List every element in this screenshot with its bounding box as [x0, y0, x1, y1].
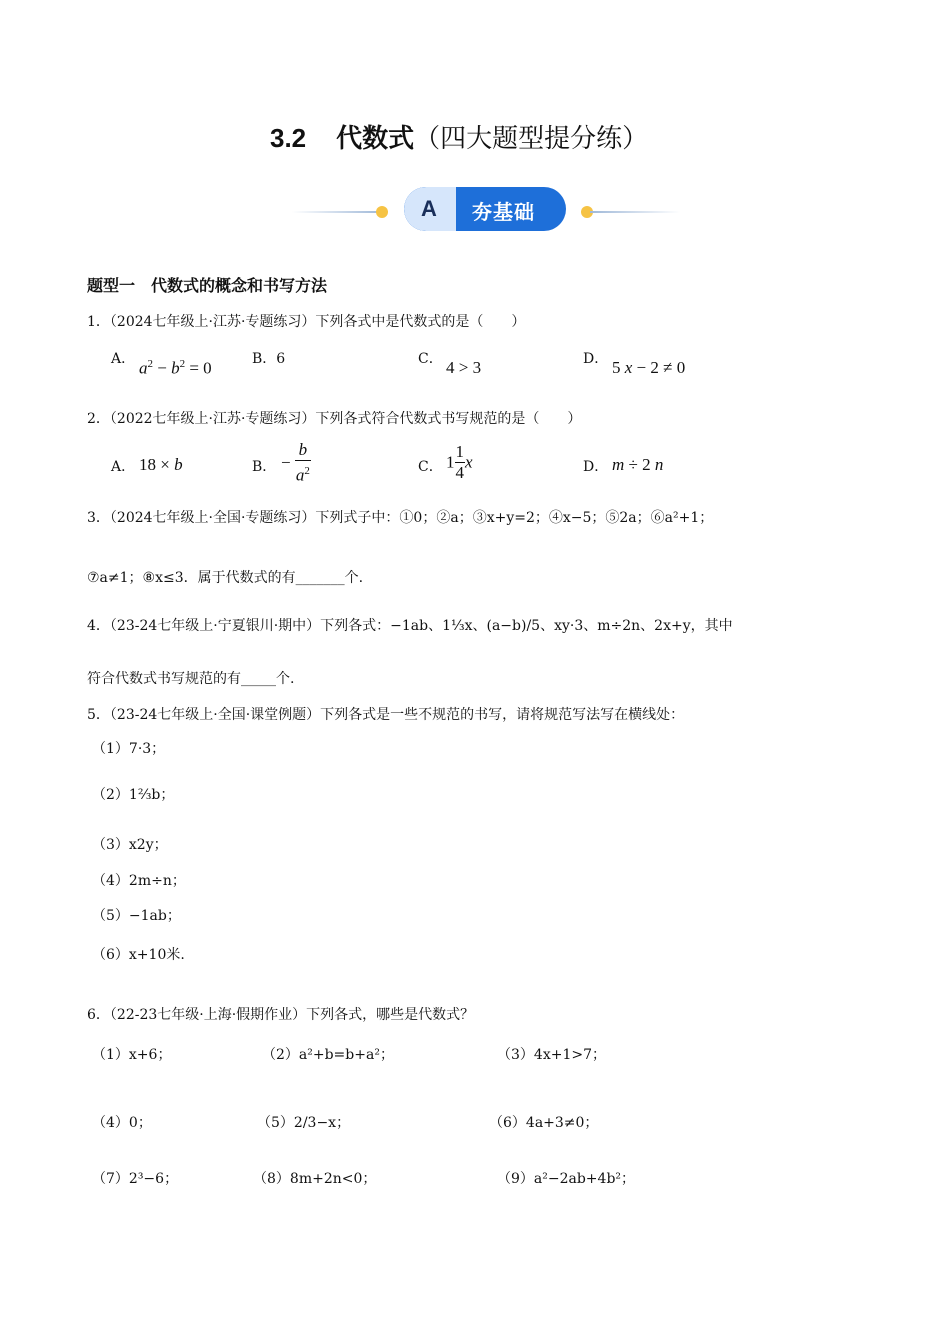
- badge-label: 夯基础: [472, 200, 535, 224]
- q6-item-3: （3）4x+1>7；: [497, 1047, 606, 1063]
- q6-item-4: （4）0；: [92, 1115, 152, 1131]
- q2-option-a-label: A．: [111, 459, 136, 475]
- q6-item-6: （6）4a+3≠0；: [489, 1115, 599, 1131]
- badge-right-line: [590, 211, 680, 213]
- q2-option-d-math: m ÷ 2 n: [612, 455, 664, 474]
- q5-item-5: （5）−1ab；: [92, 908, 181, 924]
- q1-option-d-label: D．: [583, 351, 609, 367]
- q1-option-b: B．6: [252, 351, 286, 367]
- q4-line2: 符合代数式书写规范的有_____个.: [87, 671, 295, 687]
- q6-item-8: （8）8m+2n<0；: [253, 1171, 377, 1187]
- section-heading: 题型一 代数式的概念和书写方法: [87, 276, 328, 295]
- q2-option-d-label: D．: [583, 459, 609, 475]
- q1-option-c-math: 4 > 3: [446, 358, 482, 377]
- q5-item-6: （6）x+10米.: [92, 947, 185, 963]
- q5-item-3: （3）x2y；: [92, 837, 168, 853]
- q6-item-7: （7）2³−6；: [92, 1171, 179, 1187]
- q1-option-c-label: C．: [418, 351, 443, 367]
- section-badge: [404, 187, 566, 231]
- q6-item-2: （2）a²+b=b+a²；: [262, 1047, 394, 1063]
- q6-stem: 6．（22-23七年级·上海·假期作业）下列各式，哪些是代数式？: [87, 1007, 475, 1023]
- badge-letter: A: [421, 196, 437, 221]
- q2-option-c-label: C．: [418, 459, 443, 475]
- title-main: 代数式: [336, 124, 415, 154]
- q6-item-5: （5）2/3−x；: [257, 1115, 351, 1131]
- q1-option-d-math: 5 x − 2 ≠ 0: [612, 358, 686, 377]
- q5-item-1: （1）7·3；: [92, 741, 166, 757]
- title-number: 3.2: [270, 123, 307, 153]
- q6-item-9: （9）a²−2ab+4b²；: [497, 1171, 636, 1187]
- badge-left-line: [292, 211, 382, 213]
- q3-line2: ⑦a≠1；⑧x≤3．属于代数式的有_______个.: [87, 570, 364, 586]
- badge-left-dot: [376, 206, 388, 218]
- q1-option-a-math: $a^2 - b^2 = 0$: [139, 358, 212, 378]
- q6-item-1: （1）x+6；: [92, 1047, 172, 1063]
- q5-item-4: （4）2m÷n；: [92, 873, 186, 889]
- q3-stem: 3．（2024七年级上·全国·专题练习）下列式子中：①0；②a；③x+y=2；④x−5；⑤2a；⑥a²+1；: [87, 510, 714, 526]
- page-title: [270, 118, 648, 155]
- q5-stem: 5．（23-24七年级上·全国·课堂例题）下列各式是一些不规范的书写，请将规范写法写在横线处：: [87, 707, 685, 723]
- q1-stem: 1．（2024七年级上·江苏·专题练习）下列各式中是代数式的是（ ）: [87, 314, 526, 330]
- q2-option-b-label: B．: [252, 459, 277, 475]
- q2-option-b-math: − $\frac{b}{a^2}$: [281, 440, 310, 485]
- q1-option-a-label: A．: [111, 351, 136, 367]
- q2-stem: 2．（2022七年级上·江苏·专题练习）下列各式符合代数式书写规范的是（ ）: [87, 411, 582, 427]
- title-subtitle: （四大题型提分练）: [414, 124, 649, 154]
- q4-stem: 4．（23-24七年级上·宁夏银川·期中）下列各式：−1ab、1⅓x、(a−b)/5、xy·3、m÷2n、2x+y，其中: [87, 618, 733, 634]
- q2-option-c-math: 1 $\frac{1}{4}$ x: [446, 442, 473, 482]
- q5-item-2: （2）1⅔b；: [92, 787, 175, 803]
- q2-option-a-math: 18 × b: [139, 455, 183, 474]
